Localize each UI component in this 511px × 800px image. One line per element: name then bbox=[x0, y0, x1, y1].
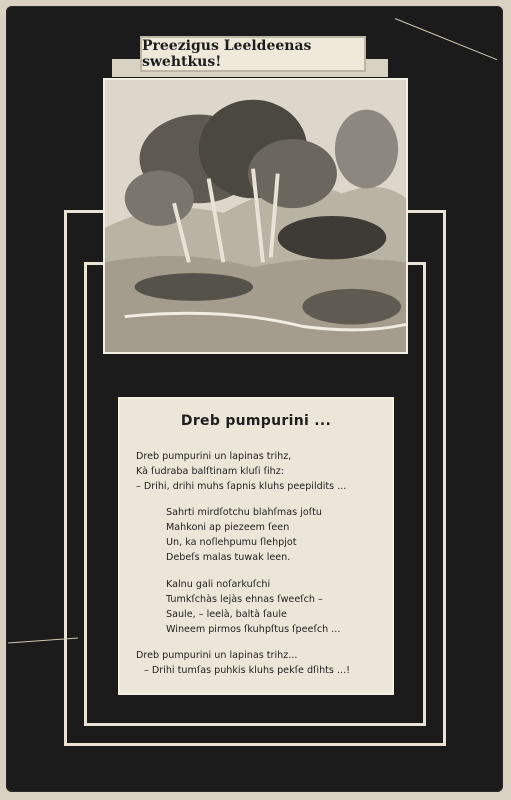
poem-line: Wineem pirmos ſkuhpſtus ſpeeſch ... bbox=[166, 624, 341, 635]
poem-line: Un, ka noſlehpumu ſlehpjot bbox=[166, 537, 297, 548]
poem-title: Dreb pumpurini ... bbox=[180, 413, 332, 429]
poem-line: Tumkſchàs lejàs ehnas ſweeſch – bbox=[166, 594, 323, 605]
poem-line: Dreb pumpurini un lapinas trihz... bbox=[136, 650, 298, 661]
poem-line: Saule, – leelà, baltà ſaule bbox=[166, 609, 287, 620]
poem-card bbox=[118, 397, 394, 695]
poem-line: Kà ſudraba balſtinam kluſi ſihz: bbox=[136, 466, 285, 477]
poem-line: Mahkoni ap piezeem ſeen bbox=[166, 522, 290, 533]
poem-line: Debeſs malas tuwak leen. bbox=[166, 552, 291, 563]
greeting-banner: Preezigus Leeldeenas swehtkus! bbox=[140, 36, 366, 72]
poem-line: Dreb pumpurini un lapinas trihz, bbox=[136, 451, 292, 462]
poem-line: – Drihi tumſas puhkis kluhs pekſe dſihts ...! bbox=[144, 665, 350, 676]
poem-line: – Drihi, drihi muhs ſapnis kluhs peepildits ... bbox=[136, 481, 347, 492]
poem-line: Sahrti mirdſotchu blahſmas joſtu bbox=[166, 507, 322, 518]
landscape-illustration bbox=[103, 78, 408, 354]
poem-line: Kalnu gali noſarkuſchi bbox=[166, 579, 271, 590]
